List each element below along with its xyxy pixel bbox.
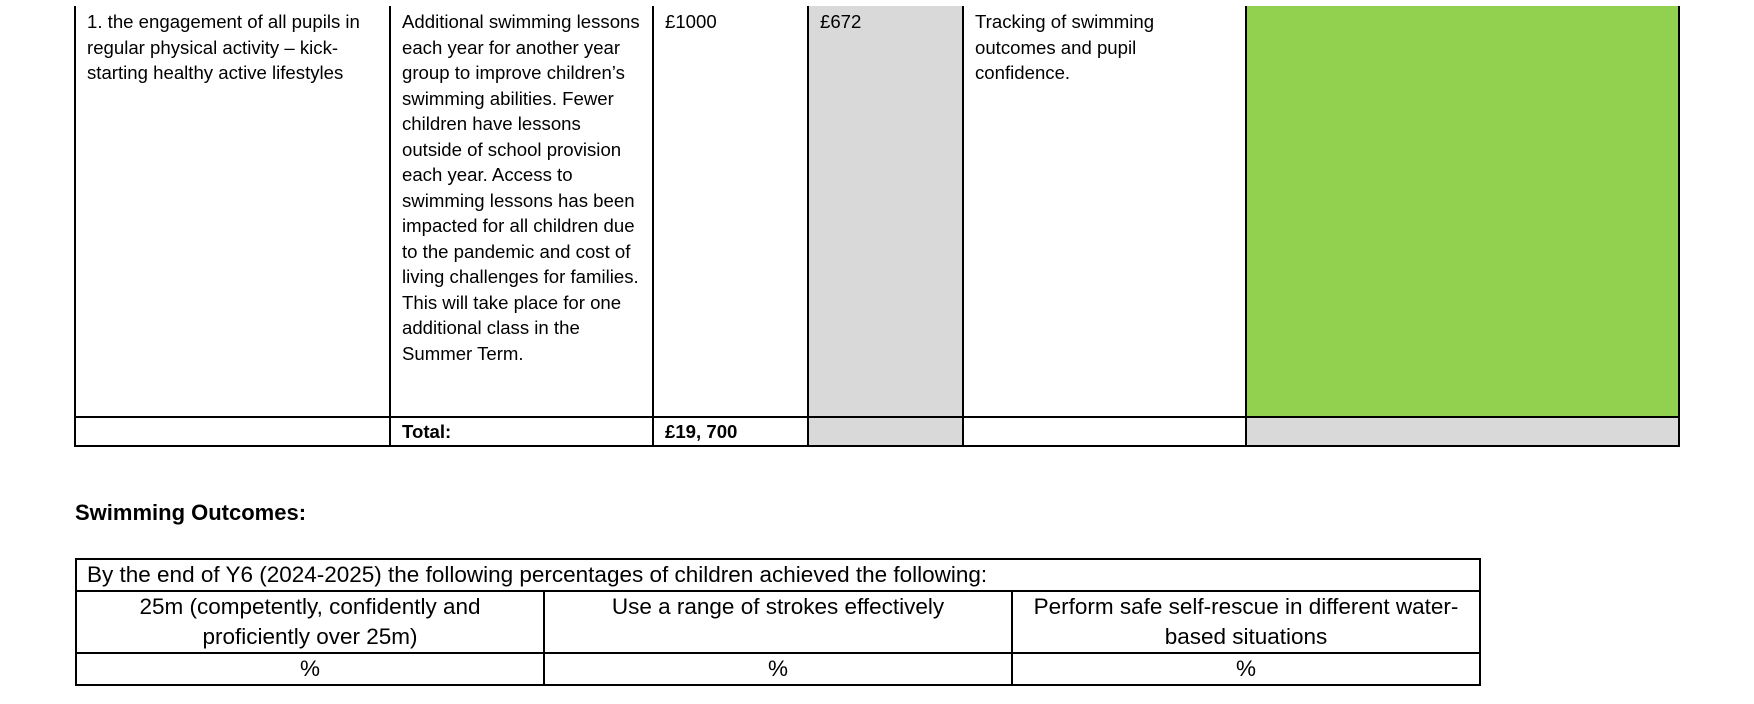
objective-cell: 1. the engagement of all pupils in regular physical activity – kick-starting healthy active lifestyles	[75, 6, 390, 417]
swimming-intro: By the end of Y6 (2024-2025) the following percentages of children achieved the following:	[76, 559, 1480, 591]
total-actual-cell	[808, 417, 963, 446]
value-strokes: %	[544, 653, 1012, 685]
column-25m: 25m (competently, confidently and proficiently over 25m)	[76, 591, 544, 653]
swimming-values-row	[76, 653, 1480, 685]
evidence-cell: Tracking of swimming outcomes and pupil confidence.	[963, 6, 1246, 417]
action-cell: Additional swimming lessons each year for another year group to improve children’s swimming abilities. Fewer children have lessons outside of school provision each year. Access to swimming lessons has been impacted for all children due to the pandemic and cost of living challenges for families. This will take place for one additional class in the Summer Term.	[390, 6, 653, 417]
spending-table	[74, 6, 1680, 447]
total-empty-cell	[75, 417, 390, 446]
swimming-outcomes-table	[75, 558, 1481, 686]
total-evidence-cell	[963, 417, 1246, 446]
swimming-outcomes-heading: Swimming Outcomes:	[75, 500, 307, 525]
column-self-rescue: Perform safe self-rescue in different water-based situations	[1012, 591, 1480, 653]
actual-spend-cell: £672	[808, 6, 963, 417]
column-strokes: Use a range of strokes effectively	[544, 591, 1012, 653]
total-label: Total:	[390, 417, 653, 446]
rag-status-cell	[1246, 6, 1679, 417]
total-row	[75, 417, 1679, 446]
total-allocated: £19, 700	[653, 417, 808, 446]
swimming-intro-row	[76, 559, 1480, 591]
total-rag-cell	[1246, 417, 1679, 446]
value-25m: %	[76, 653, 544, 685]
table-row	[75, 6, 1679, 417]
value-self-rescue: %	[1012, 653, 1480, 685]
allocated-cell: £1000	[653, 6, 808, 417]
swimming-columns-row	[76, 591, 1480, 653]
